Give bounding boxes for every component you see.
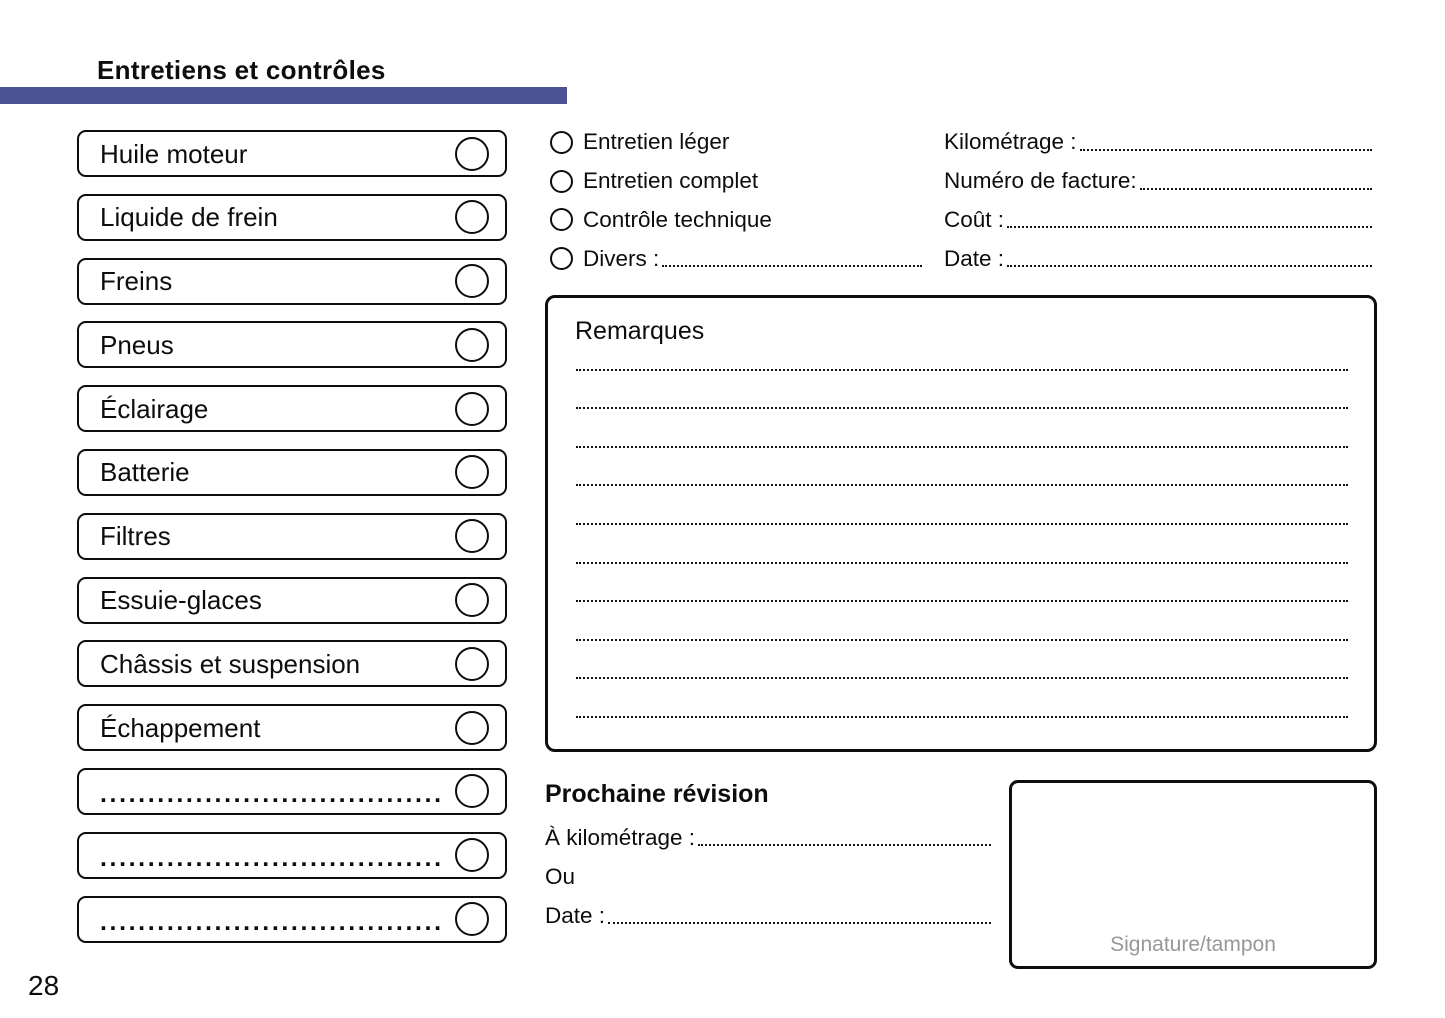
invoice-fields (944, 123, 1372, 278)
checklist-blank-dots[interactable]: .................................... (100, 844, 444, 873)
remarks-lines (576, 332, 1348, 718)
checkbox-circle-icon[interactable] (455, 902, 489, 936)
signature-box[interactable] (1009, 780, 1377, 969)
dotted-fill-line[interactable] (1007, 265, 1372, 267)
radio-circle-icon[interactable] (550, 208, 573, 231)
checklist-item-label: Liquide de frein (100, 202, 278, 233)
next-service-mileage-label: À kilométrage : (545, 824, 696, 850)
maintenance-checklist (77, 130, 507, 943)
next-service-date-row (545, 896, 991, 935)
checklist-row-blank (77, 896, 507, 943)
remarks-writing-line[interactable] (576, 409, 1348, 448)
remarks-writing-line[interactable] (576, 371, 1348, 410)
checklist-item-label: Freins (100, 266, 173, 297)
remarks-box (545, 295, 1377, 752)
invoice-field-label: Kilométrage : (944, 129, 1077, 155)
checklist-row (77, 258, 507, 305)
checklist-item-label: Essuie-glaces (100, 585, 262, 616)
next-service-section (545, 779, 991, 935)
checklist-row (77, 640, 507, 687)
remarks-writing-line[interactable] (576, 332, 1348, 371)
next-service-or-row (545, 857, 991, 896)
invoice-field-row (944, 162, 1372, 201)
radio-circle-icon[interactable] (550, 131, 573, 154)
checkbox-circle-icon[interactable] (455, 647, 489, 681)
checklist-item-label: Huile moteur (100, 138, 248, 169)
checkbox-circle-icon[interactable] (455, 774, 489, 808)
page-title: Entretiens et contrôles (97, 55, 386, 85)
checklist-blank-dots[interactable]: .................................... (100, 908, 444, 937)
checkbox-circle-icon[interactable] (455, 200, 489, 234)
service-option-label: Entretien léger (583, 129, 730, 155)
service-option-row (550, 201, 922, 240)
checklist-item-label: Châssis et suspension (100, 648, 361, 679)
service-option-row (550, 162, 922, 201)
checkbox-circle-icon[interactable] (455, 583, 489, 617)
next-service-date-label: Date : (545, 902, 606, 928)
service-option-label: Contrôle technique (583, 206, 772, 232)
checkbox-circle-icon[interactable] (455, 328, 489, 362)
invoice-field-label: Date : (944, 245, 1005, 271)
dotted-fill-line[interactable] (1080, 149, 1372, 151)
dotted-fill-line[interactable] (662, 265, 922, 267)
radio-circle-icon[interactable] (550, 170, 573, 193)
service-type-options (550, 123, 922, 278)
checkbox-circle-icon[interactable] (455, 519, 489, 553)
checklist-blank-dots[interactable]: .................................... (100, 780, 444, 809)
invoice-field-label: Numéro de facture: (944, 168, 1137, 194)
checkbox-circle-icon[interactable] (455, 711, 489, 745)
next-service-title: Prochaine révision (545, 780, 769, 808)
checkbox-circle-icon[interactable] (455, 137, 489, 171)
dotted-fill-line[interactable] (698, 844, 991, 846)
dotted-fill-line[interactable] (1140, 188, 1372, 190)
checklist-item-label: Filtres (100, 521, 171, 552)
checklist-row (77, 704, 507, 751)
invoice-field-label: Coût : (944, 206, 1005, 232)
service-option-row (550, 123, 922, 162)
checkbox-circle-icon[interactable] (455, 838, 489, 872)
page-number: 28 (28, 970, 60, 1001)
checkbox-circle-icon[interactable] (455, 392, 489, 426)
checklist-row (77, 385, 507, 432)
checklist-row-blank (77, 768, 507, 815)
dotted-fill-line[interactable] (608, 922, 991, 924)
invoice-field-row (944, 201, 1372, 240)
service-option-label: Entretien complet (583, 168, 759, 194)
remarks-writing-line[interactable] (576, 525, 1348, 564)
checklist-item-label: Pneus (100, 329, 174, 360)
remarks-writing-line[interactable] (576, 564, 1348, 603)
dotted-fill-line[interactable] (1007, 226, 1372, 228)
checklist-row-blank (77, 832, 507, 879)
checklist-item-label: Éclairage (100, 393, 209, 424)
next-service-mileage-row (545, 818, 991, 857)
remarks-writing-line[interactable] (576, 641, 1348, 680)
signature-placeholder-label: Signature/tampon (1110, 933, 1276, 956)
checkbox-circle-icon[interactable] (455, 264, 489, 298)
checklist-item-label: Échappement (100, 712, 261, 743)
checklist-row (77, 130, 507, 177)
service-option-label: Divers : (583, 245, 660, 271)
remarks-writing-line[interactable] (576, 602, 1348, 641)
next-service-or-label: Ou (545, 863, 576, 889)
remarks-title: Remarques (575, 317, 705, 345)
checklist-row (77, 194, 507, 241)
invoice-field-row (944, 123, 1372, 162)
checkbox-circle-icon[interactable] (455, 455, 489, 489)
checklist-row (77, 513, 507, 560)
checklist-row (77, 577, 507, 624)
radio-circle-icon[interactable] (550, 247, 573, 270)
invoice-field-row (944, 239, 1372, 278)
remarks-writing-line[interactable] (576, 679, 1348, 718)
remarks-writing-line[interactable] (576, 448, 1348, 487)
service-option-row (550, 239, 922, 278)
checklist-row (77, 321, 507, 368)
checklist-row (77, 449, 507, 496)
checklist-item-label: Batterie (100, 457, 190, 488)
remarks-writing-line[interactable] (576, 486, 1348, 525)
title-underline-bar (0, 87, 567, 104)
